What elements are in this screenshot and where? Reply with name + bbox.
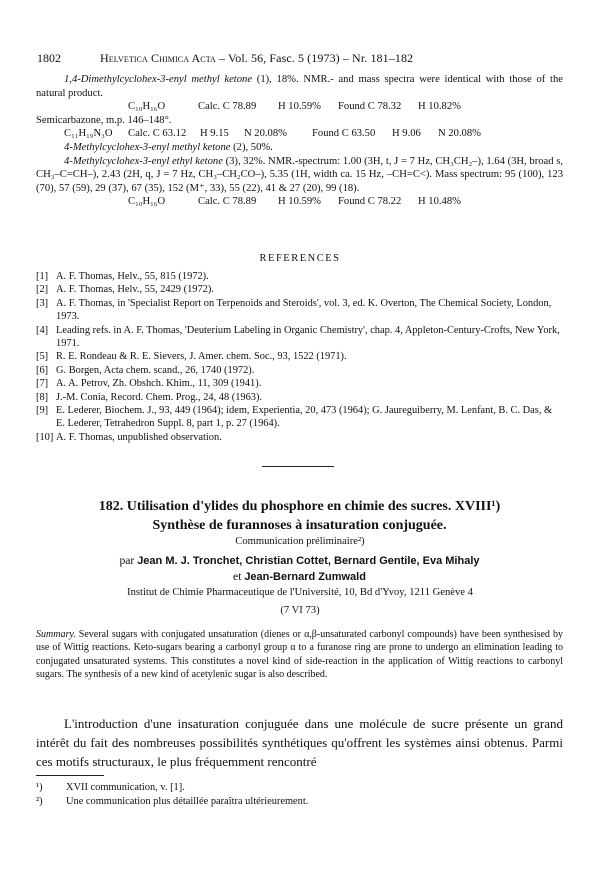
compound-1-name: 1,4-Dimethylcyclohex-3-enyl methyl ketone [64, 74, 253, 85]
article-title-line-1: 182. Utilisation d'ylides du phosphore en chimie des sucres. XVIII¹) [98, 499, 501, 514]
reference-item [36, 350, 563, 363]
footnote-1 [36, 781, 563, 794]
found-h: H 10.48% [418, 196, 461, 208]
reference-text: A. A. Petrov, Zh. Obshch. Khim., 11, 309 (1941). [56, 378, 262, 390]
reference-number: [4] [36, 324, 49, 336]
calc-c: Calc. C 78.89 [198, 101, 257, 113]
found-h: H 9.06 [392, 128, 421, 140]
reference-number: [2] [36, 284, 49, 296]
compound-2-paragraph [36, 141, 563, 155]
footnote-text: Une communication plus détaillée paraîtra ultérieurement. [66, 796, 309, 807]
reference-item [36, 391, 563, 404]
body-text: L'introduction d'une insaturation conjuguée dans une molécule de sucre présente un grand intérêt du fait des nombreuses possibilités synthétiques qu'offrent les systèmes ainsi obtenus. Parmi ces motifs structuraux, le plus fréquemment rencontré [36, 716, 563, 769]
author-line-1 [36, 553, 563, 569]
summary-paragraph [36, 628, 563, 682]
reference-item [36, 297, 563, 324]
formula: C₁₀H₁₆O [128, 101, 166, 113]
author-list [36, 553, 563, 585]
article-title-line-2: Synthèse de furannoses à insaturation conjuguée. [152, 518, 447, 533]
footnote-marker: ¹) [36, 782, 43, 793]
section-divider [262, 466, 334, 467]
reference-item [36, 283, 563, 296]
received-date: (7 VI 73) [280, 605, 320, 616]
footnote-divider [36, 775, 104, 776]
reference-text: A. F. Thomas, unpublished observation. [56, 431, 222, 443]
reference-number: [6] [36, 364, 49, 376]
formula: C₁₀H₁₆O [128, 196, 166, 208]
communication-label: Communication préliminaire²) [235, 536, 365, 547]
reference-text: E. Lederer, Biochem. J., 93, 449 (1964); idem, Experientia, 20, 473 (1964); G. Jaureguiberry, M. Lenfant, B. C. Das, & E. Lederer, Tetrahedron Suppl. 8, part 1, p. 27 (1964). [56, 405, 553, 430]
reference-text: J.-M. Conia, Record. Chem. Prog., 24, 48 (1963). [56, 391, 263, 403]
authors-prefix: par [119, 554, 138, 567]
compound-3-name: 4-Methylcyclohex-3-enyl ethyl ketone [64, 155, 223, 167]
authors-et: et [233, 570, 245, 583]
journal-name: Helvetica Chimica Acta [100, 51, 216, 65]
reference-number: [10] [36, 431, 54, 443]
authors-names-1: Jean M. J. Tronchet, Christian Cottet, Bernard Gentile, Eva Mihaly [137, 555, 480, 567]
reference-text: A. F. Thomas, in 'Specialist Report on Terpenoids and Steroids', vol. 3, ed. K. Overton, The Chemical Society, London, 1973. [56, 297, 552, 323]
formula: C₁₁H₁₉N₃O [64, 128, 113, 140]
reference-number: [9] [36, 405, 49, 417]
reference-item [36, 324, 563, 351]
reference-number: [8] [36, 391, 49, 403]
reference-number: [3] [36, 297, 49, 309]
compound-1-paragraph [36, 73, 563, 100]
body-paragraph [36, 714, 563, 771]
reference-text: Leading refs. in A. F. Thomas, 'Deuterium Labeling in Organic Chemistry', chap. 4, Appleton-Century-Crofts, New York, 1971. [56, 324, 560, 350]
institution: Institut de Chimie Pharmaceutique de l'Université, 10, Bd d'Yvoy, 1211 Genève 4 [127, 587, 473, 598]
reference-number: [1] [36, 271, 49, 282]
footnote-2 [36, 795, 563, 808]
semicarbazone-line: Semicarbazone, m.p. 146–148°. [36, 114, 172, 126]
compound-1-text: (1), 18%. NMR.- and mass spectra were identical with those of the natural product. [36, 74, 563, 99]
reference-item [36, 431, 563, 444]
journal-volume: – Vol. 56, Fasc. 5 (1973) – Nr. 181–182 [215, 51, 414, 65]
summary-text: Several sugars with conjugated unsaturation (dienes or α,β-unsaturated carbonyl compounds) have been synthesised by use of Wittig reactions. Keto-sugars bearing a carbonyl group α to a furanose ring are prone to undergo an elimination leading to conjugated unsaturated systems. This constitutes a novel kind of side-reaction in the application of Wittig reactions to carbonyl sugars. The synthesis of a new kind of acetylenic sugar is also described. [36, 629, 563, 681]
compound-2-name: 4-Methylcyclohex-3-enyl methyl ketone [64, 141, 231, 153]
reference-item [36, 270, 563, 283]
semicarbazone-analysis [36, 127, 563, 141]
compound-3-text: (3), 32%. NMR.-spectrum: 1.00 (3H, t, J = 7 Hz, CH₃CH₂–), 1.64 (3H, broad s, CH₃–C=CH–), 2.43 (2H, q, J = 7 Hz, CH₃–CH₂CO–), 5.35 (1H, width ca. 15 Hz, –CH=C<). Mass spectrum: 95 (100), 123 (70), 57 (59), 29 (37), 67 (35), 152 (M⁺, 33), 55 (22), 41 & 27 (20), 99 (18). [36, 155, 563, 194]
compound-2-text: (2), 50%. [230, 141, 273, 153]
footnote-text: XVII communication, v. [1]. [66, 782, 185, 793]
reference-text: A. F. Thomas, Helv., 55, 2429 (1972). [56, 284, 214, 296]
article-title [36, 497, 563, 535]
reference-number: [7] [36, 378, 49, 390]
author-line-2 [36, 569, 563, 585]
references-heading: REFERENCES [259, 253, 341, 264]
found-c: Found C 78.22 [338, 196, 402, 208]
reference-number: [5] [36, 351, 49, 363]
reference-item [36, 404, 563, 431]
reference-list [36, 270, 563, 444]
reference-text: R. E. Rondeau & R. E. Sievers, J. Amer. chem. Soc., 93, 1522 (1971). [56, 351, 347, 363]
running-header [100, 51, 413, 66]
calc-h: H 10.59% [278, 101, 321, 113]
calc-c: Calc. C 63.12 [128, 128, 187, 140]
reference-item [36, 364, 563, 377]
summary-label: Summary. [36, 629, 76, 640]
found-c: Found C 63.50 [312, 128, 376, 140]
compound-1-analysis [36, 100, 563, 114]
found-n: N 20.08% [438, 128, 481, 140]
calc-h: H 9.15 [200, 128, 229, 140]
calc-h: H 10.59% [278, 196, 321, 208]
experimental-section [36, 73, 563, 209]
page-number: 1802 [37, 51, 61, 65]
reference-item [36, 377, 563, 390]
reference-text: A. F. Thomas, Helv., 55, 815 (1972). [56, 271, 209, 282]
calc-c: Calc. C 78.89 [198, 196, 257, 208]
compound-3-analysis [36, 195, 563, 209]
found-h: H 10.82% [418, 101, 461, 113]
footnote-marker: ²) [36, 796, 43, 807]
found-c: Found C 78.32 [338, 101, 402, 113]
reference-text: G. Borgen, Acta chem. scand., 26, 1740 (1972). [56, 364, 255, 376]
authors-names-2: Jean-Bernard Zumwald [244, 571, 366, 583]
compound-3-paragraph [36, 155, 563, 196]
calc-n: N 20.08% [244, 128, 287, 140]
